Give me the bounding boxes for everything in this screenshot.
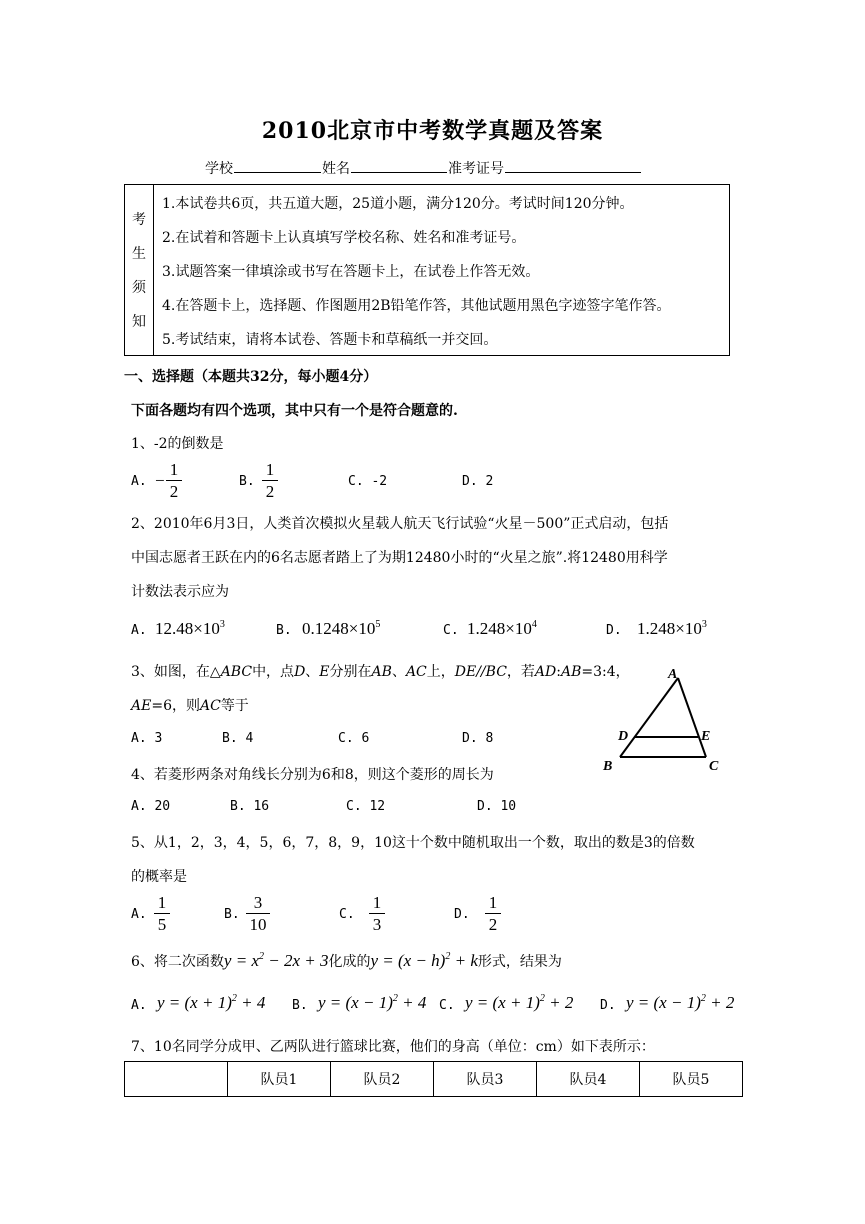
q3-option-c: C. 6 [338,731,370,746]
name-label: 姓名 [322,161,350,177]
q2-option-c: $1.248\times 10^4$ [467,619,537,638]
q2-option-b-label: B. [276,623,292,638]
notice-item: 3.试题答案一律填涂或书写在答题卡上，在试卷上作答无效。 [162,264,540,280]
question-3-line: 3、如图，在△ABC中，点D、E分别在AB、AC上，DE//BC，若AD:AB=3:4， [131,664,630,680]
q6-option-b: $y = (x - 1)^2 + 4$ [318,993,427,1012]
q1-option-c: C. -2 [348,474,388,489]
table-header-cell: 队员5 [640,1062,743,1097]
q1-option-a-label: A. [131,474,147,489]
table-header-cell [125,1062,228,1097]
question-5-line: 5、从1，2，3，4，5，6，7，8，9，10这十个数中随机取出一个数，取出的数是3的倍数 [131,835,695,851]
notice-item: 2.在试着和答题卡上认真填写学校名称、姓名和准考证号。 [162,230,526,246]
exam-notice-box [124,184,730,356]
table-header-cell: 队员3 [434,1062,537,1097]
q5-option-a-fraction: 1 5 [154,893,170,936]
q6-option-c-label: C. [439,998,455,1013]
q5-option-b-fraction: 3 10 [246,893,270,936]
question-7-stem: 7、10名同学分成甲、乙两队进行篮球比赛，他们的身高（单位：cm）如下表所示： [131,1039,655,1055]
question-6-stem: 6、将二次函数$y = x^2 - 2x + 3$化成的$y = (x - h)^2 + k$形式，结果为 [131,951,562,970]
vertex-label-c: C [709,759,719,774]
q5-option-d-label: D. [454,907,470,922]
q5-option-a-label: A. [131,907,147,922]
notice-side-char: 生 [132,246,146,262]
q6-option-c: $y = (x + 1)^2 + 2$ [465,993,574,1012]
question-2-line: 中国志愿者王跃在内的6名志愿者踏上了为期12480小时的“火星之旅”.将12480用科学 [131,550,668,566]
q2-option-a-label: A. [131,623,147,638]
question-2-line: 2、2010年6月3日，人类首次模拟火星载人航天飞行试验“火星－500”正式启动，包括 [131,516,669,532]
q2-option-d: $1.248\times 10^3$ [637,619,707,638]
q3-option-d: D. 8 [462,731,494,746]
vertex-label-a: A [668,667,678,682]
q5-option-c-fraction: 1 3 [369,893,385,936]
q6-option-d: $y = (x - 1)^2 + 2$ [626,993,735,1012]
notice-side-char: 考 [132,212,146,228]
q1-option-a-sign: − [155,471,165,490]
q3-option-a: A. 3 [131,731,163,746]
q1-option-a-fraction: 1 2 [166,460,182,503]
section-heading: 一、选择题（本题共32分，每小题4分） [124,369,378,385]
q6-option-d-label: D. [600,998,616,1013]
student-info-line [205,157,642,178]
q2-option-b: $0.1248\times 10^5$ [302,619,381,638]
question-4-stem: 4、若菱形两条对角线长分别为6和8，则这个菱形的周长为 [131,767,494,783]
q5-option-b-label: B. [224,907,240,922]
q6-expression-1: $y = x^2 - 2x + 3$ [223,951,329,970]
notice-side-char: 知 [132,314,146,330]
question-2-line: 计数法表示应为 [131,584,229,600]
q6-option-a-label: A. [131,998,147,1013]
q4-option-c: C. 12 [346,799,386,814]
section-instruction: 下面各题均有四个选项，其中只有一个是符合题意的. [131,403,458,419]
q2-option-a: $12.48\times 10^3$ [155,619,225,638]
q4-option-a: A. 20 [131,799,171,814]
page-title: 2010北京市中考数学真题及答案 [261,118,604,144]
question-1-stem: 1、-2的倒数是 [131,436,224,452]
q1-option-b-fraction: 1 2 [262,460,278,503]
notice-side-char: 须 [132,280,146,296]
q4-option-d: D. 10 [477,799,517,814]
name-blank [351,157,447,173]
q5-option-d-fraction: 1 2 [485,893,501,936]
notice-item: 5.考试结束，请将本试卷、答题卡和草稿纸一并交回。 [162,332,498,348]
triangle-side-ab [620,678,678,757]
school-blank [234,157,321,173]
q6-expression-2: $y = (x - h)^2 + k$ [370,951,478,970]
notice-side-label [125,185,154,355]
question-3-line: AE=6，则AC等于 [131,698,249,714]
q1-option-b-label: B. [239,474,255,489]
triangle-side-ac [678,678,706,757]
q1-option-d: D. 2 [462,474,494,489]
vertex-label-e: E [701,729,711,744]
notice-item: 1.本试卷共6页，共五道大题，25道小题，满分120分。考试时间120分钟。 [162,196,634,212]
q2-option-d-label: D. [606,623,622,638]
height-table [124,1061,743,1097]
q6-option-a: $y = (x + 1)^2 + 4$ [157,993,266,1012]
q4-option-b: B. 16 [230,799,270,814]
exam-id-label: 准考证号 [448,161,504,177]
vertex-label-d: D [618,729,629,744]
q3-option-b: B. 4 [222,731,254,746]
triangle-figure [598,662,728,777]
table-header-cell: 队员1 [228,1062,331,1097]
notice-item: 4.在答题卡上，选择题、作图题用2B铅笔作答，其他试题用黑色字迹签字笔作答。 [162,298,671,314]
q6-option-b-label: B. [292,998,308,1013]
exam-id-blank [505,157,641,173]
school-label: 学校 [205,161,233,177]
q2-option-c-label: C. [443,623,459,638]
vertex-label-b: B [603,759,613,774]
table-header-row [125,1062,743,1097]
table-header-cell: 队员4 [537,1062,640,1097]
table-header-cell: 队员2 [331,1062,434,1097]
q5-option-c-label: C. [339,907,355,922]
question-5-line: 的概率是 [131,869,187,885]
